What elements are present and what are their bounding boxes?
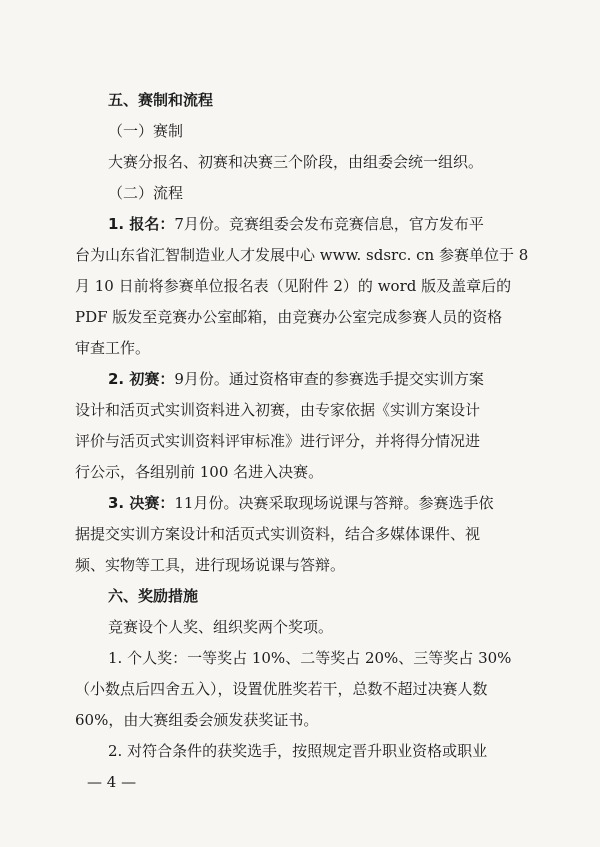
- section-heading: 五、赛制和流程: [108, 91, 214, 109]
- paragraph-line: 据提交实训方案设计和活页式实训资料，结合多媒体课件、视: [75, 525, 481, 543]
- paragraph-line: 评价与活页式实训资料评审标准》进行评分，并将得分情况进: [75, 432, 481, 450]
- paragraph-line: 1. 个人奖：一等奖占 10%、二等奖占 20%、三等奖占 30%: [108, 649, 512, 667]
- subheading: （二）流程: [108, 184, 184, 202]
- item-lead: 1. 报名：: [108, 215, 175, 233]
- paragraph-line: 频、实物等工具，进行现场说课与答辩。: [75, 556, 346, 574]
- item-lead: 2. 初赛：: [108, 370, 175, 388]
- paragraph-line: 设计和活页式实训资料进入初赛，由专家依据《实训方案设计: [75, 401, 481, 419]
- item-text: 11月份。决赛采取现场说课与答辩。参赛选手依: [174, 494, 494, 512]
- paragraph-line: PDF 版发至竞赛办公室邮箱，由竞赛办公室完成参赛人员的资格: [75, 308, 503, 326]
- paragraph-line: 审查工作。: [75, 339, 151, 357]
- item-text: 7月份。竞赛组委会发布竞赛信息，官方发布平: [174, 215, 484, 233]
- paragraph-line: 行公示，各组别前 100 名进入决赛。: [75, 463, 324, 481]
- paragraph-line: 大赛分报名、初赛和决赛三个阶段，由组委会统一组织。: [108, 153, 484, 171]
- item-text: 9月份。通过资格审查的参赛选手提交实训方案: [174, 370, 484, 388]
- subheading: （一）赛制: [108, 122, 184, 140]
- paragraph-line: [108, 214, 600, 234]
- paragraph-line: [108, 369, 600, 389]
- paragraph-line: 2. 对符合条件的获奖选手，按照规定晋升职业资格或职业: [108, 742, 488, 760]
- section-heading: 六、奖励措施: [108, 587, 199, 605]
- paragraph-line: （小数点后四舍五入），设置优胜奖若干，总数不超过决赛人数: [75, 680, 488, 698]
- item-lead: 3. 决赛：: [108, 494, 175, 512]
- page-number: — 4 —: [87, 773, 137, 791]
- paragraph-line: 竞赛设个人奖、组织奖两个奖项。: [108, 618, 334, 636]
- paragraph-line: [108, 493, 600, 513]
- paragraph-line: 台为山东省汇智制造业人才发展中心 www. sdsrc. cn 参赛单位于 8: [75, 246, 529, 264]
- paragraph-line: 60%，由大赛组委会颁发获奖证书。: [75, 711, 319, 729]
- paragraph-line: 月 10 日前将参赛单位报名表（见附件 2）的 word 版及盖章后的: [75, 277, 512, 295]
